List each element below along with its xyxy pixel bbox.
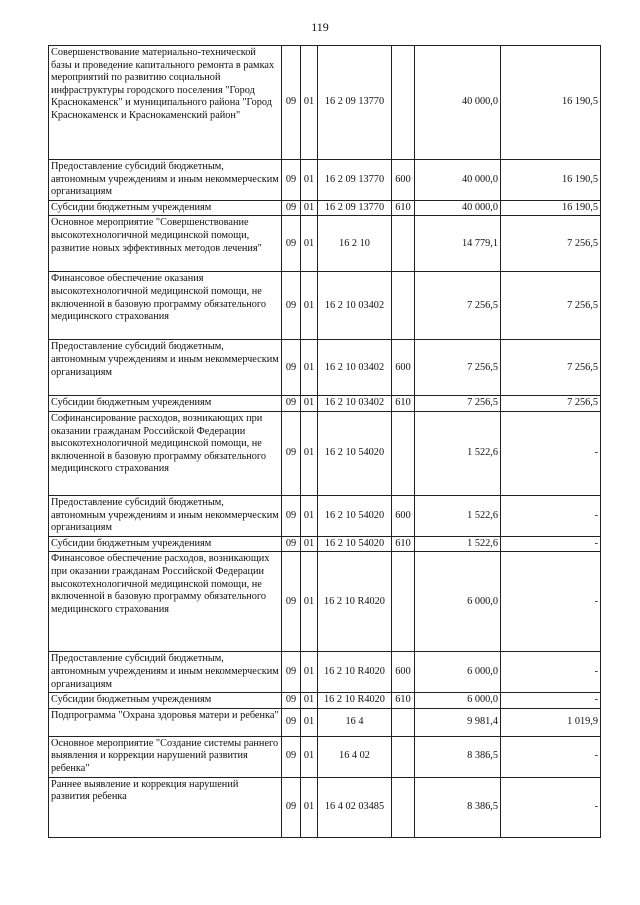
table-row [49,272,601,340]
row-amount-plan: 1 522,6 [415,411,501,495]
row-name: Основное мероприятие "Совершенствование высокотехнологичной медицинской помощи, развитие новых эффективных методов лечения" [49,216,282,272]
row-expense-type: 600 [392,495,415,536]
row-target-code: 16 4 02 [318,736,392,777]
row-section: 09 [282,216,301,272]
row-amount-plan: 1 522,6 [415,536,501,552]
row-section: 09 [282,411,301,495]
row-amount-actual: - [501,552,601,652]
table-row [49,340,601,396]
row-amount-plan: 40 000,0 [415,160,501,201]
row-section: 09 [282,536,301,552]
row-section: 09 [282,736,301,777]
row-amount-actual: 7 256,5 [501,340,601,396]
row-name: Предоставление субсидий бюджетным, автономным учреждениям и иным некоммерческим организациям [49,160,282,201]
table-row [49,495,601,536]
row-name: Предоставление субсидий бюджетным, автономным учреждениям и иным некоммерческим организациям [49,495,282,536]
row-section: 09 [282,552,301,652]
row-amount-plan: 8 386,5 [415,736,501,777]
row-amount-plan: 14 779,1 [415,216,501,272]
row-subsection: 01 [301,340,318,396]
row-subsection: 01 [301,708,318,736]
table-row [49,693,601,709]
row-amount-actual: 1 019,9 [501,708,601,736]
row-name: Предоставление субсидий бюджетным, автономным учреждениям и иным некоммерческим организациям [49,340,282,396]
row-target-code: 16 2 10 03402 [318,340,392,396]
row-amount-plan: 7 256,5 [415,396,501,412]
row-name: Основное мероприятие "Создание системы раннего выявления и коррекции нарушений развития ребенка" [49,736,282,777]
row-section: 09 [282,160,301,201]
row-expense-type: 610 [392,396,415,412]
table-row [49,536,601,552]
table-row [49,777,601,837]
row-amount-actual: 16 190,5 [501,160,601,201]
row-section: 09 [282,708,301,736]
row-section: 09 [282,272,301,340]
row-section: 09 [282,200,301,216]
row-amount-actual: 7 256,5 [501,216,601,272]
row-expense-type [392,552,415,652]
row-target-code: 16 2 09 13770 [318,200,392,216]
row-amount-actual: - [501,736,601,777]
row-section: 09 [282,777,301,837]
row-name: Субсидии бюджетным учреждениям [49,200,282,216]
row-name: Субсидии бюджетным учреждениям [49,396,282,412]
row-amount-plan: 9 981,4 [415,708,501,736]
row-expense-type: 600 [392,652,415,693]
row-subsection: 01 [301,736,318,777]
row-subsection: 01 [301,160,318,201]
row-expense-type [392,272,415,340]
row-amount-plan: 7 256,5 [415,272,501,340]
row-name: Субсидии бюджетным учреждениям [49,536,282,552]
table-row [49,396,601,412]
row-expense-type: 610 [392,200,415,216]
row-target-code: 16 2 10 R4020 [318,552,392,652]
row-expense-type: 610 [392,536,415,552]
row-amount-actual: - [501,693,601,709]
row-subsection: 01 [301,200,318,216]
page-number: 119 [311,20,329,34]
row-target-code: 16 4 [318,708,392,736]
row-target-code: 16 2 10 [318,216,392,272]
row-section: 09 [282,396,301,412]
row-amount-actual: 7 256,5 [501,272,601,340]
row-name: Субсидии бюджетным учреждениям [49,693,282,709]
table-row [49,216,601,272]
row-subsection: 01 [301,552,318,652]
row-amount-plan: 1 522,6 [415,495,501,536]
row-amount-plan: 8 386,5 [415,777,501,837]
row-section: 09 [282,693,301,709]
row-name: Раннее выявление и коррекция нарушений развития ребенка [49,777,282,837]
row-name: Совершенствование материально-технической базы и проведение капитального ремонта в рамках мероприятий по развитию социальной инфраструктуры городского поселения "Город Краснокаменск" и муниципального района "Город Краснокаменск и Краснокаменский район" [49,46,282,160]
row-target-code: 16 2 10 54020 [318,411,392,495]
row-target-code: 16 2 10 R4020 [318,652,392,693]
table-row [49,200,601,216]
row-amount-actual: - [501,495,601,536]
budget-table [48,45,601,838]
row-subsection: 01 [301,216,318,272]
row-name: Предоставление субсидий бюджетным, автономным учреждениям и иным некоммерческим организациям [49,652,282,693]
row-expense-type [392,216,415,272]
row-target-code: 16 2 09 13770 [318,46,392,160]
row-subsection: 01 [301,46,318,160]
row-expense-type [392,736,415,777]
row-amount-plan: 6 000,0 [415,652,501,693]
row-name: Финансовое обеспечение оказания высокотехнологичной медицинской помощи, не включенной в базовую программу обязательного медицинского страхования [49,272,282,340]
row-section: 09 [282,652,301,693]
row-subsection: 01 [301,411,318,495]
row-expense-type [392,411,415,495]
row-subsection: 01 [301,536,318,552]
table-row [49,160,601,201]
row-name: Подпрограмма "Охрана здоровья матери и ребенка" [49,708,282,736]
row-section: 09 [282,340,301,396]
row-amount-plan: 40 000,0 [415,200,501,216]
table-row [49,708,601,736]
row-amount-plan: 6 000,0 [415,552,501,652]
row-target-code: 16 4 02 03485 [318,777,392,837]
row-expense-type [392,777,415,837]
row-target-code: 16 2 10 03402 [318,272,392,340]
row-amount-plan: 40 000,0 [415,46,501,160]
table-row [49,552,601,652]
table-row [49,46,601,160]
row-target-code: 16 2 10 54020 [318,536,392,552]
row-subsection: 01 [301,495,318,536]
row-amount-plan: 7 256,5 [415,340,501,396]
row-amount-actual: - [501,536,601,552]
row-subsection: 01 [301,777,318,837]
row-subsection: 01 [301,272,318,340]
row-amount-actual: 16 190,5 [501,46,601,160]
row-section: 09 [282,46,301,160]
row-amount-actual: 7 256,5 [501,396,601,412]
row-target-code: 16 2 10 03402 [318,396,392,412]
row-expense-type [392,46,415,160]
row-subsection: 01 [301,693,318,709]
row-target-code: 16 2 10 R4020 [318,693,392,709]
row-expense-type: 600 [392,160,415,201]
row-target-code: 16 2 09 13770 [318,160,392,201]
row-section: 09 [282,495,301,536]
row-amount-actual: - [501,411,601,495]
row-subsection: 01 [301,396,318,412]
row-name: Софинансирование расходов, возникающих при оказании гражданам Российской Федерации высокотехнологичной медицинской помощи, не включенной в базовую программу обязательного медицинского страхования [49,411,282,495]
row-amount-actual: - [501,777,601,837]
row-amount-actual: 16 190,5 [501,200,601,216]
row-name: Финансовое обеспечение расходов, возникающих при оказании гражданам Российской Федерации высокотехнологичной медицинской помощи, не включенной в базовую программу обязательного медицинского страхования [49,552,282,652]
table-row [49,652,601,693]
row-expense-type [392,708,415,736]
table-row [49,411,601,495]
row-subsection: 01 [301,652,318,693]
table-row [49,736,601,777]
row-expense-type: 610 [392,693,415,709]
row-target-code: 16 2 10 54020 [318,495,392,536]
row-amount-plan: 6 000,0 [415,693,501,709]
row-expense-type: 600 [392,340,415,396]
row-amount-actual: - [501,652,601,693]
